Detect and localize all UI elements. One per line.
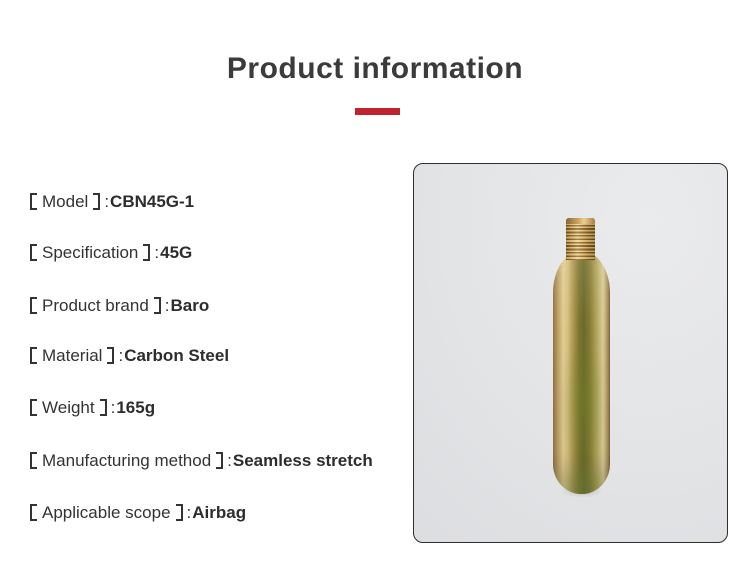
lenticular-bracket-close-icon bbox=[143, 244, 150, 261]
spec-label: Applicable scope bbox=[42, 503, 171, 522]
spec-separator: : bbox=[154, 243, 160, 262]
spec-separator: : bbox=[104, 192, 110, 211]
page-title: Product information bbox=[226, 52, 524, 85]
product-photo bbox=[413, 163, 728, 543]
spec-label: Weight bbox=[42, 398, 95, 417]
spec-separator: : bbox=[186, 503, 192, 522]
spec-label: Model bbox=[42, 192, 89, 211]
spec-label: Specification bbox=[42, 243, 139, 262]
spec-row-applicable-scope bbox=[30, 503, 246, 523]
spec-value: Airbag bbox=[192, 503, 247, 522]
spec-row-product-brand bbox=[30, 296, 209, 316]
spec-label: Manufacturing method bbox=[42, 451, 212, 470]
spec-separator: : bbox=[227, 451, 232, 470]
spec-row-material bbox=[30, 346, 229, 366]
lenticular-bracket-open-icon bbox=[30, 452, 37, 469]
spec-value: Carbon Steel bbox=[124, 346, 230, 365]
lenticular-bracket-close-icon bbox=[107, 347, 114, 364]
lenticular-bracket-close-icon bbox=[100, 399, 107, 416]
spec-separator: : bbox=[164, 296, 170, 315]
co2-cartridge-body bbox=[553, 251, 610, 494]
spec-label: Product brand bbox=[42, 296, 149, 315]
lenticular-bracket-close-icon bbox=[154, 297, 161, 314]
spec-label: Material bbox=[42, 346, 103, 365]
spec-separator: : bbox=[110, 398, 116, 417]
spec-row-specification bbox=[30, 243, 192, 263]
lenticular-bracket-open-icon bbox=[30, 504, 37, 521]
lenticular-bracket-close-icon bbox=[176, 504, 183, 521]
spec-value: Baro bbox=[170, 296, 210, 315]
spec-row-model bbox=[30, 192, 194, 212]
spec-row-manufacturing-method bbox=[30, 451, 373, 471]
lenticular-bracket-close-icon bbox=[93, 193, 100, 210]
co2-cartridge-threaded-neck bbox=[566, 218, 595, 260]
spec-value: Seamless stretch bbox=[232, 451, 373, 470]
lenticular-bracket-open-icon bbox=[30, 399, 37, 416]
lenticular-bracket-open-icon bbox=[30, 347, 37, 364]
lenticular-bracket-close-icon bbox=[216, 452, 223, 469]
lenticular-bracket-open-icon bbox=[30, 244, 37, 261]
spec-value: 165g bbox=[116, 398, 156, 417]
lenticular-bracket-open-icon bbox=[30, 297, 37, 314]
spec-value: 45G bbox=[160, 243, 193, 262]
spec-separator: : bbox=[118, 346, 124, 365]
title-accent-bar bbox=[355, 108, 400, 115]
spec-row-weight bbox=[30, 398, 155, 418]
lenticular-bracket-open-icon bbox=[30, 193, 37, 210]
spec-value: CBN45G-1 bbox=[110, 192, 195, 211]
